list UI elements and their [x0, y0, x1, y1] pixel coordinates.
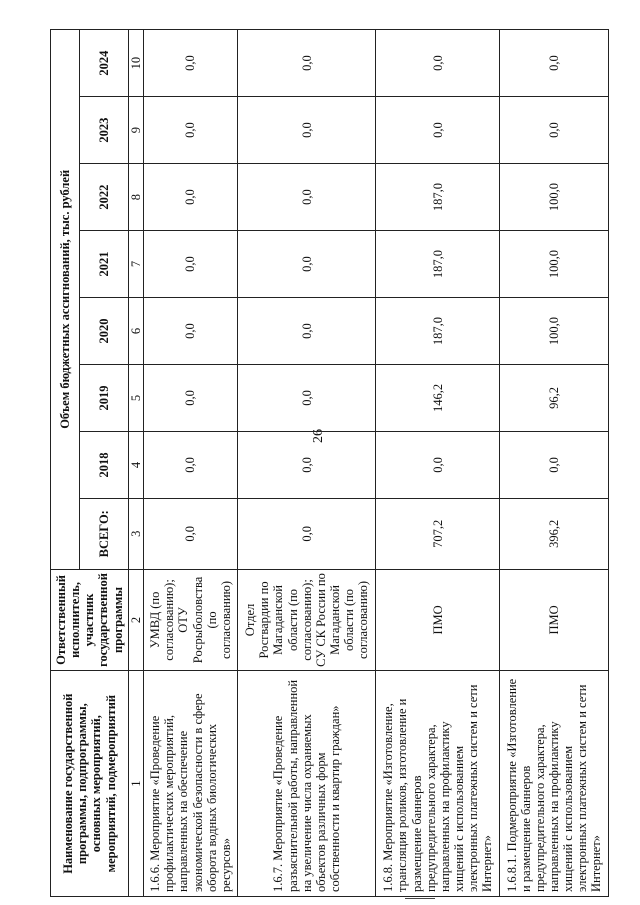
table-row — [376, 30, 500, 897]
row-name: 1.6.8. Мероприятие «Изготовление, трансляция роликов, изготовление и размещение баннеров предупредительного характера, направленных на профилактику хищений с использованием электронных платежных систем и сети Интернет» — [376, 671, 500, 897]
row-value: 0,0 — [238, 431, 376, 498]
index-cell: 2 — [128, 569, 143, 671]
row-value: 0,0 — [376, 30, 500, 97]
row-name: 1.6.8.1. Подмероприятие «Изготовление и размещение баннеров предупредительного характера, направленных на профилактику хищений с использованием электронных платежных систем и сети Интернет» — [500, 671, 609, 897]
row-value: 0,0 — [238, 164, 376, 231]
row-total: 707,2 — [376, 498, 500, 569]
row-total: 0,0 — [238, 498, 376, 569]
row-value: 0,0 — [238, 364, 376, 431]
row-value: 0,0 — [143, 298, 237, 365]
header-year: 2024 — [80, 30, 129, 97]
row-value: 100,0 — [500, 164, 609, 231]
row-value: 0,0 — [238, 231, 376, 298]
document-table-wrapper — [50, 31, 640, 904]
index-cell: 7 — [128, 231, 143, 298]
row-value: 0,0 — [143, 431, 237, 498]
row-value: 187,0 — [376, 231, 500, 298]
row-value: 146,2 — [376, 364, 500, 431]
index-cell: 10 — [128, 30, 143, 97]
row-executor: ПМО — [500, 569, 609, 671]
index-cell: 9 — [128, 97, 143, 164]
row-name: 1.6.7. Мероприятие «Проведение разъяснительной работы, направленной на увеличение числа охраняемых объектов различных форм собственности и квартир граждан» — [238, 671, 376, 897]
header-year: 2019 — [80, 364, 129, 431]
row-executor: ПМО — [376, 569, 500, 671]
header-year: 2020 — [80, 298, 129, 365]
row-value: 187,0 — [376, 164, 500, 231]
page-number: 26 — [311, 429, 326, 443]
header-budget: Объем бюджетных ассигнований, тыс. рублей — [51, 30, 80, 570]
header-year: 2023 — [80, 97, 129, 164]
table-row — [143, 30, 237, 897]
row-value: 0,0 — [143, 364, 237, 431]
rotated-table-frame — [50, 29, 609, 897]
row-total: 0,0 — [143, 498, 237, 569]
row-value: 96,2 — [500, 364, 609, 431]
footer-line — [405, 898, 435, 899]
header-row-1 — [51, 30, 80, 897]
row-value: 0,0 — [376, 431, 500, 498]
row-value: 0,0 — [376, 97, 500, 164]
row-value: 0,0 — [500, 30, 609, 97]
index-cell: 1 — [128, 671, 143, 897]
row-value: 0,0 — [143, 30, 237, 97]
header-year: 2018 — [80, 431, 129, 498]
index-row — [128, 30, 143, 897]
row-executor: Отдел Росгвардии по Магаданской области (по согласованию); СУ СК России по Магаданской области (по согласованию) — [238, 569, 376, 671]
row-value: 187,0 — [376, 298, 500, 365]
row-value: 100,0 — [500, 298, 609, 365]
row-value: 100,0 — [500, 231, 609, 298]
row-value: 0,0 — [500, 431, 609, 498]
row-value: 0,0 — [143, 231, 237, 298]
header-total: ВСЕГО: — [80, 498, 129, 569]
header-year: 2022 — [80, 164, 129, 231]
row-value: 0,0 — [500, 97, 609, 164]
table-row — [500, 30, 609, 897]
row-value: 0,0 — [238, 97, 376, 164]
header-executor: Ответственный исполнитель, участник государственной программы — [51, 569, 129, 671]
row-executor: УМВД (по согласованию); ОТУ Росрыболовства (по согласованию) — [143, 569, 237, 671]
index-cell: 6 — [128, 298, 143, 365]
header-year: 2021 — [80, 231, 129, 298]
index-cell: 3 — [128, 498, 143, 569]
budget-table — [50, 29, 609, 897]
row-value: 0,0 — [238, 30, 376, 97]
row-value: 0,0 — [143, 97, 237, 164]
row-value: 0,0 — [238, 298, 376, 365]
row-value: 0,0 — [143, 164, 237, 231]
index-cell: 8 — [128, 164, 143, 231]
row-total: 396,2 — [500, 498, 609, 569]
header-name: Наименование государственной программы, подпрограммы, основных мероприятий, мероприятий, подмероприятий — [51, 671, 129, 897]
row-name: 1.6.6. Мероприятие «Проведение профилактических мероприятий, направленных на обеспечение экономической безопасности в сфере оборота водных биологических ресурсов» — [143, 671, 237, 897]
index-cell: 5 — [128, 364, 143, 431]
index-cell: 4 — [128, 431, 143, 498]
table-row — [238, 30, 376, 897]
